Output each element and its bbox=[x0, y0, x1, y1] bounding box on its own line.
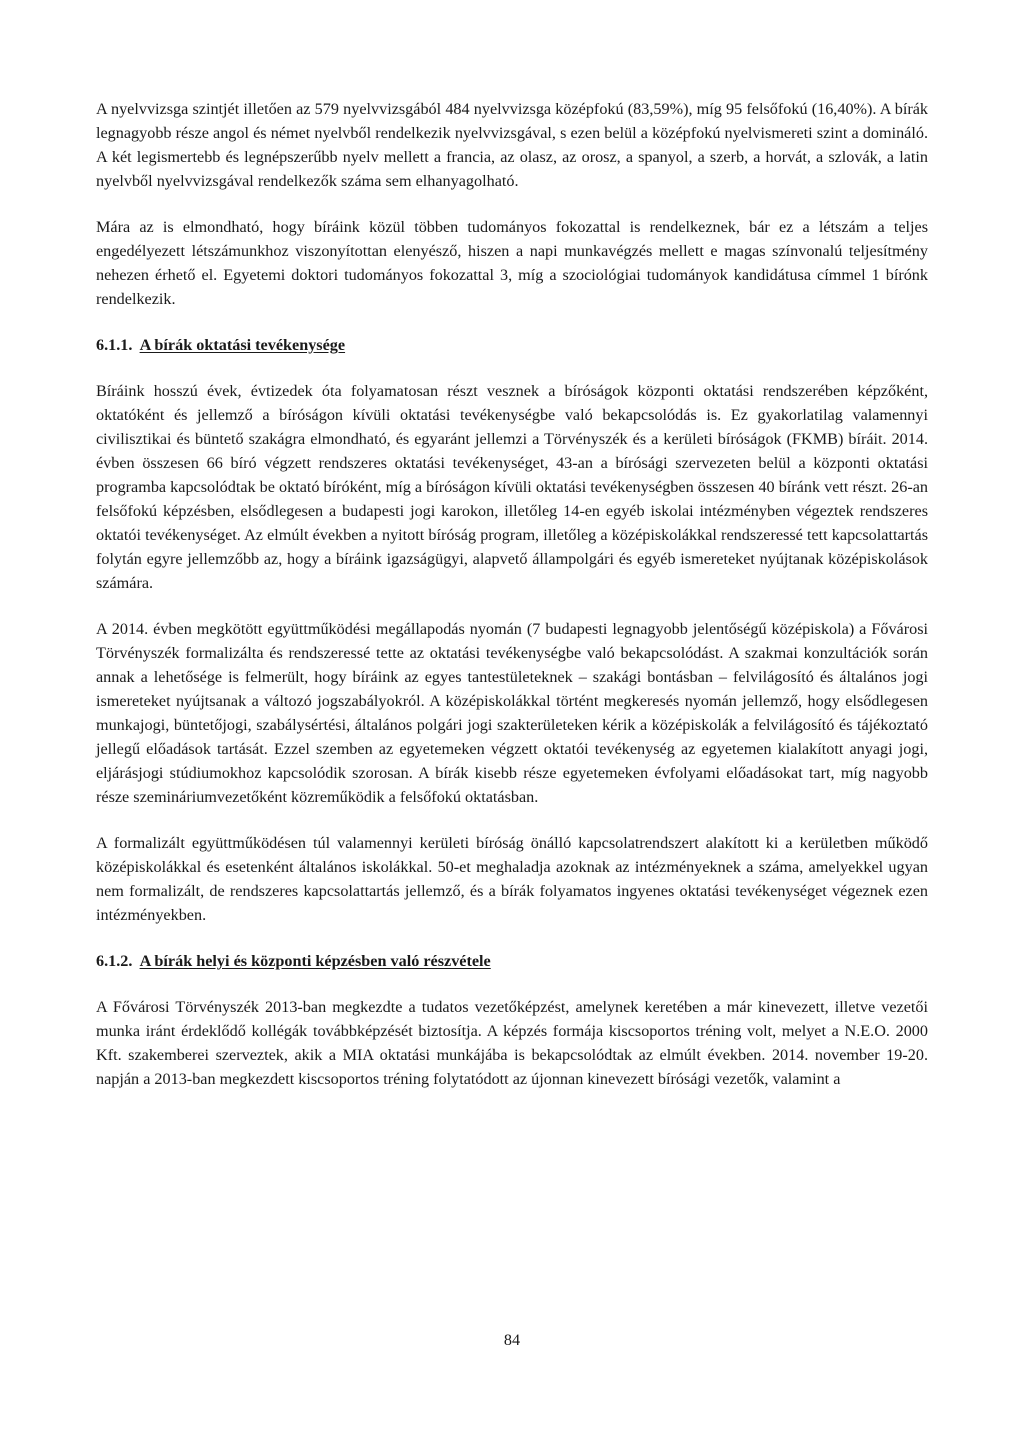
paragraph-district-courts: A formalizált együttműködésen túl valamennyi kerületi bíróság önálló kapcsolatrendszert alakított ki a kerületben működő középiskolákkal és esetenként általános iskolákkal. 50-et meghaladja azoknak az intézményeknek a száma, amelyekkel ugyan nem formalizált, de rendszeres kapcsolattartás jellemző, és a bírák folyamatos ingyenes oktatási tevékenységet végeznek ezen intézményekben. bbox=[96, 834, 928, 924]
section-heading-6-1-1 bbox=[96, 333, 928, 357]
document-page bbox=[96, 97, 928, 1113]
section-title: A bírák oktatási tevékenysége bbox=[139, 336, 346, 354]
section-number: 6.1.1. bbox=[96, 336, 133, 354]
paragraph-scientific-degrees: Mára az is elmondható, hogy bíráink közül többen tudományos fokozattal is rendelkeznek, bár ez a létszám a teljes engedélyezett létszámunkhoz viszonyítottan elenyésző, hiszen a napi munkavégzés mellett e magas színvonalú teljesítmény nehezen érhető el. Egyetemi doktori tudományos fokozattal 3, míg a szociológiai tudományok kandidátusa címmel 1 bírónk rendelkezik. bbox=[96, 218, 928, 308]
paragraph-teaching-activity: Bíráink hosszú évek, évtizedek óta folyamatosan részt vesznek a bíróságok központi oktatási rendszerében képzőként, oktatóként és jellemző a bíróságon kívüli oktatási tevékenységbe való bekapcsolódás is. Ez gyakorlatilag valamennyi civilisztikai és büntető szakágra elmondható, és egyaránt jellemzi a Törvényszék és a kerületi bíróságok (FKMB) bíráit. 2014. évben összesen 66 bíró végzett rendszeres oktatási tevékenységet, 43-an a bírósági szervezeten belül a központi oktatási programba kapcsolódtak be oktató bíróként, míg a bíróságon kívüli oktatási tevékenységben összesen 40 bíránk vett részt. 26-an felsőfokú képzésben, elsődlegesen a budapesti jogi karokon, illetőleg 14-en egyéb iskolai intézményben végeztek rendszeres oktatói tevékenységet. Az elmúlt években a nyitott bíróság program, illetőleg a középiskolákkal rendszeressé tett kapcsolattartás folytán egyre jellemzőbb az, hogy a bíráink igazságügyi, alapvető állampolgári és egyéb ismereteket nyújtanak középiskolások számára. bbox=[96, 382, 928, 592]
page-number: 84 bbox=[503, 1331, 521, 1349]
paragraph-cooperation-agreement: A 2014. évben megkötött együttműködési megállapodás nyomán (7 budapesti legnagyobb jelentőségű középiskola) a Fővárosi Törvényszék formalizálta és rendszeressé tette az oktatási tevékenységbe való bekapcsolódást. A szakmai konzultációk során annak a lehetősége is felmerült, hogy bíráink az egyes tantestületeknek – szakági bontásban – felvilágosító és általános jogi ismereteket nyújtsanak a változó jogszabályokról. A középiskolákkal történt megkeresés nyomán jellemző, hogy elsődlegesen munkajogi, büntetőjogi, szabálysértési, általános polgári jogi szakterületeken kérik a középiskolák a felvilágosító és tájékoztató jellegű előadások tartását. Ezzel szemben az egyetemeken végzett oktatói tevékenység az egyetemen kialakított anyagi jogi, eljárásjogi stúdiumokhoz kapcsolódik szorosan. A bírák kisebb része egyetemeken évfolyami előadásokat tart, míg nagyobb része szemináriumvezetőként közreműködik a felsőfokú oktatásban. bbox=[96, 620, 928, 806]
section-heading-6-1-2 bbox=[96, 949, 928, 973]
paragraph-language-exams: A nyelvvizsga szintjét illetően az 579 nyelvvizsgából 484 nyelvvizsga középfokú (83,59%), míg 95 felsőfokú (16,40%). A bírák legnagyobb része angol és német nyelvből rendelkezik nyelvvizsgával, s ezen belül a középfokú nyelvismereti szint a domináló. A két legismertebb és legnépszerűbb nyelv mellett a francia, az olasz, az orosz, a spanyol, a szerb, a horvát, a szlovák, a latin nyelvből nyelvvizsgával rendelkezők száma sem elhanyagolható. bbox=[96, 100, 928, 190]
section-title: A bírák helyi és központi képzésben való részvétele bbox=[139, 952, 491, 970]
section-number: 6.1.2. bbox=[96, 952, 133, 970]
paragraph-leadership-training: A Fővárosi Törvényszék 2013-ban megkezdte a tudatos vezetőképzést, amelynek keretében a már kinevezett, illetve vezetői munka iránt érdeklődő kollégák továbbképzését biztosítja. A képzés formája kiscsoportos tréning volt, melyet a N.E.O. 2000 Kft. szakemberei szerveztek, akik a MIA oktatási munkájába is bekapcsolódtak az elmúlt években. 2014. november 19-20. napján a 2013-ban megkezdett kiscsoportos tréning folytatódott az újonnan kinevezett bírósági vezetők, valamint a bbox=[96, 998, 928, 1088]
